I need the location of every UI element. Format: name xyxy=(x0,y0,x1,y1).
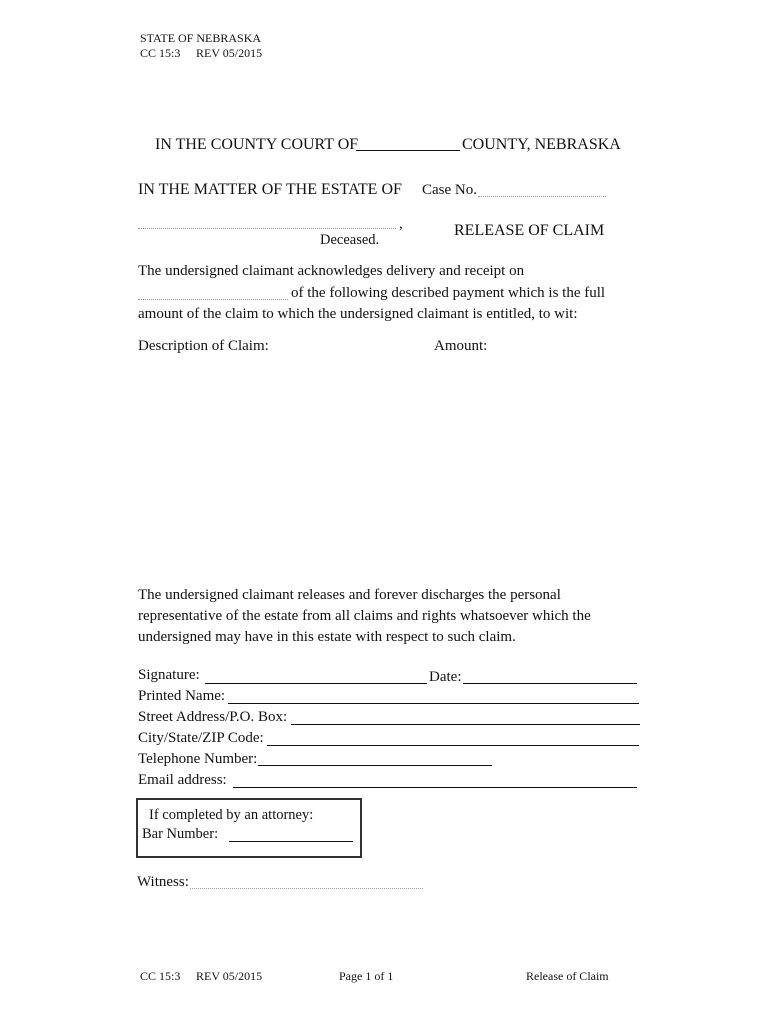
form-code: CC 15:3 xyxy=(140,46,181,60)
court-suffix: COUNTY, NEBRASKA xyxy=(462,136,621,153)
city-state-zip-label: City/State/ZIP Code: xyxy=(138,730,264,746)
release-line-3: undersigned may have in this estate with respect to such claim. xyxy=(138,629,516,645)
witness-label: Witness: xyxy=(137,874,189,890)
case-no-label: Case No. xyxy=(422,182,477,198)
signature-field[interactable] xyxy=(205,683,427,684)
decedent-name-field[interactable] xyxy=(138,228,396,229)
footer-form-code: CC 15:3 xyxy=(140,969,181,983)
email-field[interactable] xyxy=(233,787,637,788)
estate-of-label: IN THE MATTER OF THE ESTATE OF xyxy=(138,181,402,198)
receipt-date-field[interactable] xyxy=(138,299,288,300)
form-revision: REV 05/2015 xyxy=(196,46,263,60)
witness-field[interactable] xyxy=(190,888,423,889)
email-label: Email address: xyxy=(138,772,227,788)
body-line-2: of the following described payment which is the full xyxy=(291,285,606,301)
body-line-1: The undersigned claimant acknowledges delivery and receipt on xyxy=(138,263,525,279)
street-address-field[interactable] xyxy=(291,724,640,725)
street-address-label: Street Address/P.O. Box: xyxy=(138,709,288,725)
signature-label: Signature: xyxy=(138,667,200,683)
court-prefix: IN THE COUNTY COURT OF xyxy=(155,136,359,153)
printed-name-field[interactable] xyxy=(228,703,639,704)
deceased-label: Deceased. xyxy=(320,232,380,248)
case-no-field[interactable] xyxy=(478,196,606,197)
attorney-heading: If completed by an attorney: xyxy=(149,807,314,823)
county-name-field[interactable] xyxy=(356,150,460,151)
date-field[interactable] xyxy=(463,683,637,684)
document-title: RELEASE OF CLAIM xyxy=(454,222,605,239)
date-label: Date: xyxy=(429,669,462,685)
release-line-1: The undersigned claimant releases and forever discharges the personal xyxy=(138,587,561,603)
release-line-2: representative of the estate from all claims and rights whatsoever which the xyxy=(138,608,591,624)
decedent-comma: , xyxy=(399,216,403,232)
bar-number-field[interactable] xyxy=(229,841,353,842)
telephone-field[interactable] xyxy=(258,765,492,766)
printed-name-label: Printed Name: xyxy=(138,688,226,704)
footer-title: Release of Claim xyxy=(526,969,609,983)
city-state-zip-field[interactable] xyxy=(267,745,639,746)
amount-label: Amount: xyxy=(434,338,488,354)
bar-number-label: Bar Number: xyxy=(142,826,219,842)
telephone-label: Telephone Number: xyxy=(138,751,258,767)
state-header: STATE OF NEBRASKA xyxy=(140,31,262,45)
footer-page-number: Page 1 of 1 xyxy=(339,969,394,983)
description-label: Description of Claim: xyxy=(138,338,269,354)
footer-revision: REV 05/2015 xyxy=(196,969,263,983)
body-line-3: amount of the claim to which the undersigned claimant is entitled, to wit: xyxy=(138,306,578,322)
